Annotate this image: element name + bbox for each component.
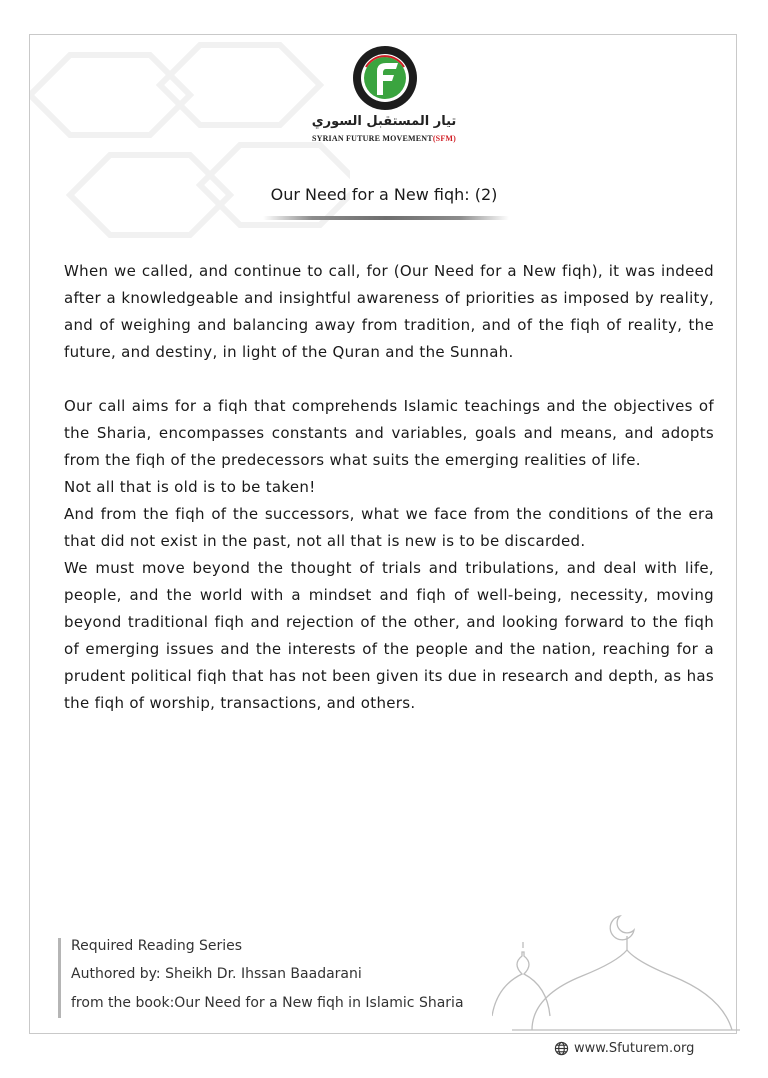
org-abbreviation: (SFM)	[432, 134, 457, 143]
paragraph-1: When we called, and continue to call, for (Our Need for a New fiqh), it was indeed after a knowledgeable and insightful awareness of priorities as imposed by reality, and of weighing and balancing away from tradition, and of the fiqh of reality, the future, and destiny, in light of the Quran and the Sunnah.	[64, 262, 714, 361]
mosque-dome-icon	[492, 906, 740, 1036]
paragraph-5: We must move beyond the thought of trials and tribulations, and deal with life, people, and the world with a mindset and fiqh of well-being, necessity, moving beyond traditional fiqh and rejection of the other, and looking forward to the fiqh of emerging issues and the interests of the people and the nation, reaching for a prudent political fiqh that has not been given its due in research and depth, as has the fiqh of worship, transactions, and others.	[64, 559, 714, 712]
article-body	[64, 258, 714, 717]
footer-accent-bar	[58, 938, 61, 1018]
title-underline	[263, 216, 509, 220]
org-name-english	[0, 134, 768, 143]
sfm-logo-icon	[352, 45, 418, 111]
website-link[interactable]	[554, 1041, 694, 1056]
org-name-english-text: SYRIAN FUTURE MOVEMENT	[311, 134, 433, 143]
series-name: Required Reading Series	[71, 938, 243, 954]
website-url[interactable]: www.Sfuturem.org	[574, 1041, 695, 1056]
paragraph-2: Our call aims for a fiqh that comprehends Islamic teachings and the objectives of the Sharia, encompasses constants and variables, goals and means, and adopts from the fiqh of the predecessors what suits the emerging realities of life.	[64, 397, 714, 469]
paragraph-4: And from the fiqh of the successors, what we face from the conditions of the era that did not exist in the past, not all that is new is to be discarded.	[64, 505, 714, 550]
author-line: Authored by: Sheikh Dr. Ihssan Baadarani	[71, 966, 362, 982]
org-name-arabic: تيار المستقبل السوري	[311, 114, 457, 129]
source-line: from the book:Our Need for a New fiqh in Islamic Sharia	[71, 995, 464, 1011]
background-pattern	[30, 35, 350, 275]
page-title: Our Need for a New fiqh: (2)	[270, 185, 498, 204]
paragraph-3: Not all that is old is to be taken!	[64, 478, 316, 496]
globe-icon	[554, 1041, 569, 1056]
